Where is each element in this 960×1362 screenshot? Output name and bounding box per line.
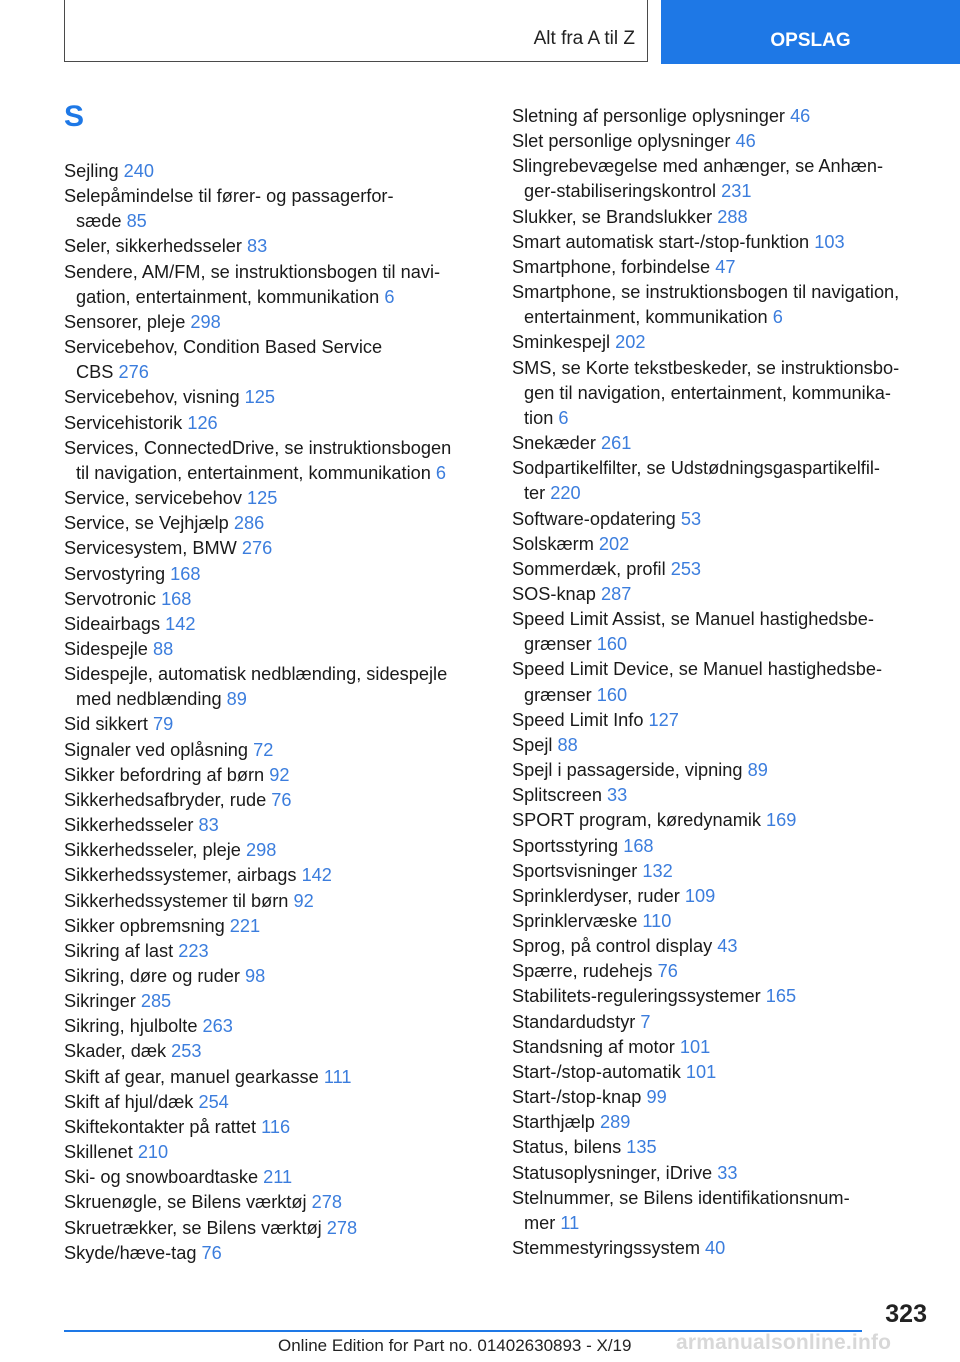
entry-term: Servicebehov, visning — [64, 387, 240, 408]
page-link[interactable]: 202 — [615, 332, 646, 353]
entry-term: SPORT program, køredynamik — [512, 810, 761, 831]
index-entry — [512, 330, 932, 355]
page-link[interactable]: 168 — [170, 563, 201, 584]
index-entry — [64, 1115, 482, 1140]
index-entry — [64, 310, 482, 335]
index-entry — [512, 783, 932, 808]
entry-term: Stabilitets-reguleringssystemer — [512, 986, 761, 1007]
index-entry — [512, 708, 932, 733]
page-link[interactable]: 240 — [123, 161, 155, 181]
page-link[interactable]: 168 — [623, 835, 654, 856]
entry-term: Service, servicebehov — [64, 488, 242, 509]
page-link[interactable]: 110 — [642, 911, 672, 931]
index-entry — [64, 612, 482, 637]
page-link[interactable]: 211 — [263, 1167, 293, 1188]
index-entry — [512, 557, 932, 582]
entry-term: Software-opdatering — [512, 508, 676, 529]
index-entry — [64, 511, 482, 536]
index-entry — [512, 230, 932, 255]
entry-term: Smartphone, forbindelse — [512, 256, 711, 277]
entry-term: Sikkerhedssystemer til børn — [64, 890, 289, 911]
entry-term: Sodpartikelfilter, se Udstødningsgaspartikelfil- ter — [512, 458, 880, 504]
index-entry — [64, 813, 482, 838]
entry-term: Sprinklervæske — [512, 911, 638, 931]
index-entry — [512, 1035, 932, 1060]
entry-term: Sendere, AM/FM, se instruktionsbogen til navi- gation, entertainment, kommunikation — [64, 261, 441, 307]
index-entry — [512, 1186, 932, 1236]
entry-term: Sprog, på control display — [512, 936, 713, 957]
entry-term: Sikker befordring af børn — [64, 764, 265, 785]
entry-term: Smartphone, se instruktionsbogen til navigation, entertainment, kommunikation — [512, 282, 900, 328]
page-link[interactable]: 76 — [271, 789, 292, 810]
page-link[interactable]: 288 — [717, 206, 748, 227]
entry-term: Services, ConnectedDrive, se instruktionsbogen til navigation, entertainment, kommunikation — [64, 437, 452, 483]
index-column-right — [512, 104, 932, 1261]
index-entry — [512, 104, 932, 129]
page-link[interactable]: 276 — [118, 362, 149, 383]
entry-term: Snekæder — [512, 433, 596, 454]
page-link[interactable]: 285 — [140, 991, 172, 1012]
index-column-left — [64, 159, 482, 1266]
page-link[interactable]: 46 — [790, 106, 811, 126]
entry-term: Statusoplysninger, iDrive — [512, 1162, 713, 1183]
index-entry — [512, 507, 932, 532]
entry-term: Sportsstyring — [512, 835, 619, 856]
entry-term: Sikkerhedssystemer, airbags — [64, 865, 297, 886]
index-entry — [64, 1216, 482, 1241]
section-title: Alt fra A til Z — [533, 28, 635, 49]
entry-term: Servotronic — [64, 588, 156, 609]
page-link[interactable]: 278 — [326, 1217, 358, 1238]
entry-term: Skader, dæk — [64, 1041, 167, 1062]
page-link[interactable]: 168 — [161, 588, 192, 609]
page-link[interactable]: 223 — [178, 940, 209, 961]
entry-term: Skift af gear, manuel gearkasse — [64, 1066, 319, 1087]
page-link[interactable]: 6 — [384, 286, 395, 307]
entry-term: Sprinklerdyser, ruder — [512, 885, 680, 906]
index-entry — [64, 662, 482, 712]
index-entry — [64, 939, 482, 964]
page-link[interactable]: 278 — [311, 1192, 343, 1213]
page-link[interactable]: 89 — [226, 689, 247, 710]
entry-term: Solskærm — [512, 533, 594, 554]
page-link[interactable]: 165 — [765, 986, 797, 1007]
index-entry — [512, 456, 932, 506]
page-link[interactable]: 88 — [557, 734, 578, 755]
entry-term: Standsning af motor — [512, 1036, 675, 1057]
page-link[interactable]: 116 — [261, 1116, 291, 1137]
index-entry — [512, 934, 932, 959]
page-number: 323 — [885, 1300, 927, 1328]
page-link[interactable]: 132 — [642, 860, 673, 881]
index-entry — [64, 335, 482, 385]
entry-term: Sejling — [64, 161, 119, 181]
entry-term: Skillenet — [64, 1142, 133, 1163]
page-link[interactable]: 47 — [715, 256, 736, 277]
page-link[interactable]: 125 — [246, 488, 278, 509]
index-entry — [512, 984, 932, 1009]
page-link[interactable]: 103 — [814, 231, 845, 252]
page-link[interactable]: 79 — [152, 714, 174, 735]
page-link[interactable]: 126 — [187, 412, 218, 433]
page-link[interactable]: 83 — [246, 236, 268, 257]
index-entry — [64, 411, 482, 436]
page-link[interactable]: 109 — [684, 885, 716, 906]
entry-term: Sommerdæk, profil — [512, 558, 666, 579]
entry-term: SOS-knap — [512, 583, 596, 604]
page-link[interactable]: 276 — [241, 538, 273, 559]
entry-term: Selepåmindelse til fører- og passagerfor- sæde — [64, 186, 394, 232]
page-link[interactable]: 111 — [323, 1066, 352, 1087]
index-entry — [512, 431, 932, 456]
entry-term: Spejl i passagerside, vipning — [512, 760, 743, 781]
page-link[interactable]: 298 — [245, 840, 277, 861]
index-entry — [64, 889, 482, 914]
page-link[interactable]: 202 — [598, 533, 630, 554]
index-entry — [512, 808, 932, 833]
entry-term: Signaler ved oplåsning — [64, 739, 249, 760]
entry-term: Smart automatisk start-/stop-funktion — [512, 231, 810, 252]
page-link[interactable]: 125 — [244, 387, 275, 408]
entry-term: Skift af hjul/dæk — [64, 1091, 194, 1112]
entry-term: Sensorer, pleje — [64, 311, 186, 332]
page-link[interactable]: 11 — [560, 1212, 580, 1233]
entry-term: Spejl — [512, 734, 553, 755]
index-entry — [512, 582, 932, 607]
page-link[interactable]: 92 — [269, 764, 290, 785]
index-entry — [512, 1135, 932, 1160]
index-entry — [64, 1090, 482, 1115]
entry-term: Skyde/hæve-tag — [64, 1242, 197, 1263]
index-entry — [64, 712, 482, 737]
entry-term: Stelnummer, se Bilens identifikationsnum- mer — [512, 1187, 850, 1233]
entry-term: Start-/stop-automatik — [512, 1061, 681, 1082]
index-entry — [64, 562, 482, 587]
entry-term: Sid sikkert — [64, 714, 148, 735]
entry-term: Servicesystem, BMW — [64, 538, 237, 559]
page-link[interactable]: 46 — [735, 131, 756, 152]
index-entry — [64, 1190, 482, 1215]
entry-term: Sikringer — [64, 991, 136, 1012]
index-entry — [512, 205, 932, 230]
entry-term: Sideairbags — [64, 613, 161, 634]
index-entry — [512, 834, 932, 859]
page-link[interactable]: 254 — [198, 1091, 229, 1112]
index-entry — [64, 587, 482, 612]
index-entry — [64, 486, 482, 511]
entry-term: Sletning af personlige oplysninger — [512, 106, 785, 126]
index-entry — [512, 959, 932, 984]
page-link[interactable]: 6 — [772, 307, 783, 328]
page-link[interactable]: 43 — [717, 936, 738, 957]
page-link[interactable]: 101 — [679, 1036, 711, 1057]
entry-term: Sikring, døre og ruder — [64, 966, 240, 986]
entry-term: Starthjælp — [512, 1112, 595, 1133]
page-link[interactable]: 169 — [766, 810, 797, 831]
edition-text: Online Edition for Part no. 01402630893 - X/19 — [278, 1336, 632, 1355]
index-entry — [64, 1165, 482, 1190]
entry-term: Ski- og snowboardtaske — [64, 1167, 259, 1188]
tab-opslag[interactable]: OPSLAG — [661, 0, 960, 64]
entry-term: Slet personlige oplysninger — [512, 131, 731, 152]
entry-term: Sikring af last — [64, 940, 174, 961]
index-entry — [64, 838, 482, 863]
index-entry — [512, 733, 932, 758]
page-link[interactable]: 33 — [607, 785, 628, 806]
page-link[interactable]: 6 — [435, 462, 447, 483]
page-link[interactable]: 127 — [648, 709, 679, 730]
index-entry — [64, 184, 482, 234]
page-link[interactable]: 231 — [721, 181, 752, 202]
page-link[interactable]: 261 — [600, 433, 632, 454]
page-link[interactable]: 85 — [126, 211, 147, 232]
page-link[interactable]: 40 — [705, 1238, 726, 1259]
index-entry — [64, 260, 482, 310]
entry-term: Splitscreen — [512, 785, 602, 806]
entry-term: Seler, sikkerhedsseler — [64, 236, 242, 257]
page-link[interactable]: 6 — [558, 407, 569, 428]
entry-term: Speed Limit Info — [512, 709, 644, 730]
page-link[interactable]: 286 — [233, 513, 265, 534]
index-entry — [64, 1014, 482, 1039]
page-link[interactable]: 287 — [600, 583, 632, 604]
page-link[interactable]: 253 — [171, 1041, 202, 1062]
entry-term: SMS, se Korte tekstbeskeder, se instruktionsbo- gen til navigation, entertainment, kommunika- tion — [512, 357, 900, 428]
page-link[interactable]: 298 — [190, 311, 221, 332]
index-entry — [512, 859, 932, 884]
page-link[interactable]: 263 — [202, 1016, 233, 1037]
entry-term: Spærre, rudehejs — [512, 961, 653, 982]
entry-term: Skruenøgle, se Bilens værktøj — [64, 1192, 307, 1213]
index-entry — [512, 1060, 932, 1085]
index-entry — [64, 1039, 482, 1064]
index-entry — [512, 607, 932, 657]
watermark: armanualsonline.info — [676, 1331, 892, 1354]
index-entry — [64, 536, 482, 561]
entry-term: Sikkerhedsseler — [64, 815, 194, 836]
entry-term: Speed Limit Assist, se Manuel hastighedsbe- grænser — [512, 609, 874, 655]
entry-term: Status, bilens — [512, 1137, 622, 1158]
page-link[interactable]: 53 — [680, 508, 702, 529]
index-entry — [512, 356, 932, 431]
index-entry — [512, 1010, 932, 1035]
page-link[interactable]: 99 — [646, 1087, 667, 1108]
index-entry — [64, 385, 482, 410]
entry-term: Skiftekontakter på rattet — [64, 1116, 257, 1137]
page-link[interactable]: 88 — [152, 638, 174, 659]
entry-term: Sidespejle, automatisk nedblænding, sidespejle med nedblænding — [64, 664, 448, 710]
index-entry — [64, 738, 482, 763]
entry-term: Service, se Vejhjælp — [64, 513, 229, 534]
page-link[interactable]: 220 — [550, 483, 581, 504]
page-link[interactable]: 101 — [685, 1061, 717, 1082]
entry-term: Servostyring — [64, 563, 166, 584]
index-entry — [512, 532, 932, 557]
index-entry — [512, 884, 932, 909]
page-link[interactable]: 289 — [599, 1112, 631, 1133]
index-entry — [64, 1140, 482, 1165]
index-entry — [64, 763, 482, 788]
index-entry — [64, 234, 482, 259]
index-entry — [64, 1065, 482, 1090]
entry-term: Sikkerhedsseler, pleje — [64, 840, 241, 861]
index-entry — [512, 280, 932, 330]
index-entry — [512, 657, 932, 707]
entry-term: Sidespejle — [64, 638, 148, 659]
page-link[interactable]: 76 — [201, 1242, 222, 1263]
entry-term: Stemmestyringssystem — [512, 1238, 700, 1259]
page-link[interactable]: 160 — [596, 634, 628, 655]
index-entry — [64, 914, 482, 939]
index-entry — [64, 436, 482, 486]
page-link[interactable]: 210 — [137, 1142, 169, 1163]
page-link[interactable]: 135 — [626, 1137, 657, 1158]
page-link[interactable]: 7 — [640, 1011, 651, 1032]
index-entry — [64, 159, 482, 184]
page-link[interactable]: 142 — [165, 613, 196, 634]
index-letter: S — [64, 100, 85, 133]
page-link[interactable]: 72 — [253, 739, 274, 760]
entry-term: Slukker, se Brandslukker — [512, 206, 713, 227]
entry-term: Start-/stop-knap — [512, 1087, 642, 1108]
index-entry — [64, 637, 482, 662]
entry-term: Servicebehov, Condition Based Service CBS — [64, 337, 383, 383]
header-box — [64, 0, 648, 62]
entry-term: Sportsvisninger — [512, 860, 638, 881]
page-link[interactable]: 160 — [596, 684, 628, 705]
index-entry — [512, 909, 932, 934]
page-link[interactable]: 83 — [198, 815, 219, 836]
entry-term: Skruetrækker, se Bilens værktøj — [64, 1217, 322, 1238]
entry-term: Standardudstyr — [512, 1011, 636, 1032]
index-entry — [512, 255, 932, 280]
index-entry — [64, 964, 482, 989]
index-entry — [512, 1236, 932, 1261]
entry-term: Speed Limit Device, se Manuel hastighedsbe- grænser — [512, 659, 883, 705]
index-entry — [64, 788, 482, 813]
index-entry — [512, 758, 932, 783]
index-entry — [64, 863, 482, 888]
index-entry — [512, 154, 932, 204]
entry-term: Sikkerhedsafbryder, rude — [64, 789, 267, 810]
entry-term: Servicehistorik — [64, 412, 183, 433]
page-link[interactable]: 253 — [670, 558, 702, 579]
entry-term: Sikring, hjulbolte — [64, 1016, 198, 1037]
index-entry — [512, 1161, 932, 1186]
entry-term: Sminkespejl — [512, 332, 611, 353]
index-entry — [64, 1241, 482, 1266]
entry-term: Slingrebevægelse med anhænger, se Anhæn- ger-stabiliseringskontrol — [512, 156, 884, 202]
index-entry — [512, 1085, 932, 1110]
index-entry — [512, 129, 932, 154]
index-entry — [512, 1110, 932, 1135]
page-link[interactable]: 98 — [244, 966, 266, 986]
page-link[interactable]: 142 — [301, 865, 332, 886]
page-link[interactable]: 92 — [293, 890, 314, 911]
entry-term: Sikker opbremsning — [64, 915, 225, 936]
page-link[interactable]: 221 — [229, 915, 261, 936]
page-link[interactable]: 33 — [717, 1162, 738, 1183]
page-link[interactable]: 89 — [747, 760, 768, 781]
index-entry — [64, 989, 482, 1014]
page-link[interactable]: 76 — [657, 961, 678, 982]
